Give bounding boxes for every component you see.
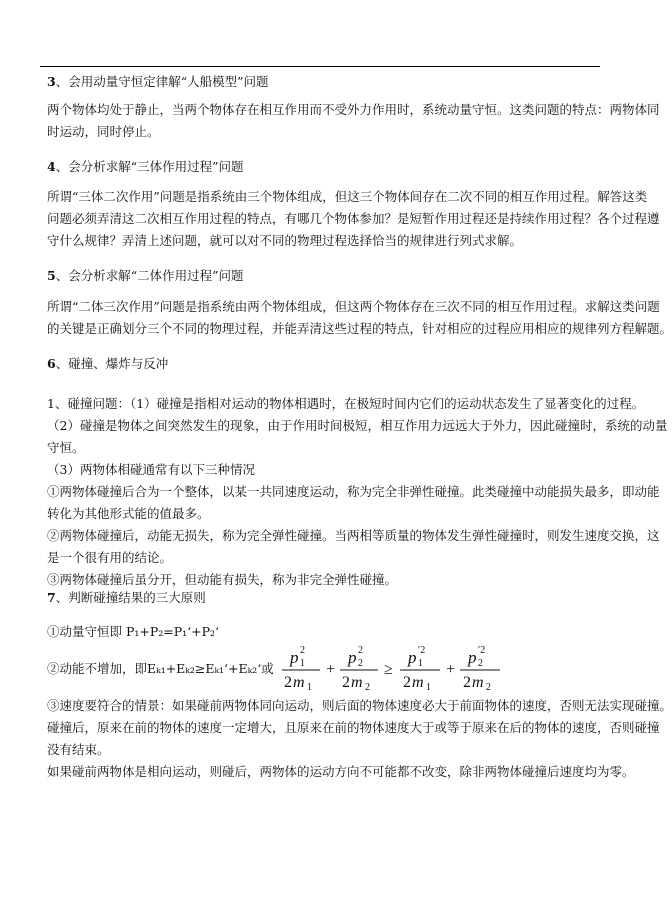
text-line: 时运动，同时停止。 bbox=[47, 124, 160, 139]
svg-text:2: 2 bbox=[341, 674, 350, 691]
svg-text:2: 2 bbox=[477, 658, 483, 669]
svg-text:m: m bbox=[471, 674, 484, 691]
svg-text:2: 2 bbox=[462, 674, 471, 691]
principle-1 bbox=[47, 624, 219, 640]
svg-text:+: + bbox=[325, 661, 335, 678]
svg-text:2: 2 bbox=[402, 674, 411, 691]
section-number: 7 bbox=[47, 590, 56, 605]
svg-text:2: 2 bbox=[485, 682, 491, 693]
text-line: 守什么规律？弄清上述问题，就可以对不同的物理过程选择恰当的规律进行列式求解。 bbox=[47, 233, 523, 248]
text-line: 守恒。 bbox=[47, 440, 85, 455]
svg-text:p: p bbox=[289, 648, 299, 667]
text-line: ①两物体碰撞后合为一个整体，以某一共同速度运动，称为完全非弹性碰撞。此类碰撞中动能损失最多，即动能 bbox=[47, 484, 660, 499]
svg-text:′2: ′2 bbox=[477, 645, 485, 656]
principle-2-prefix: ②动能不增加，即 bbox=[47, 661, 148, 676]
section-3-paragraph bbox=[47, 99, 660, 143]
principle-1-prefix: ①动量守恒即 bbox=[47, 624, 126, 639]
text-line: ②两物体碰撞后，动能无损失，称为完全弹性碰撞。当两相等质量的物体发生弹性碰撞时，则发生速度交换，这 bbox=[47, 528, 660, 543]
svg-text:2: 2 bbox=[364, 682, 370, 693]
svg-text:2: 2 bbox=[299, 645, 305, 656]
svg-text:′2: ′2 bbox=[417, 645, 425, 656]
svg-text:p: p bbox=[467, 648, 477, 667]
section-6-heading bbox=[47, 356, 168, 372]
text-line: 是一个很有用的结论。 bbox=[47, 550, 173, 565]
section-5-heading bbox=[47, 268, 244, 284]
section-3-heading bbox=[47, 74, 269, 90]
svg-text:m: m bbox=[350, 674, 363, 691]
svg-text:m: m bbox=[292, 674, 305, 691]
text-line: （3）两物体相碰通常有以下三种情况 bbox=[47, 462, 255, 477]
text-line: 1、碰撞问题：（1）碰撞是指相对运动的物体相遇时，在极短时间内它们的运动状态发生了显著变化的过程。 bbox=[47, 396, 645, 411]
principle-3 bbox=[47, 695, 672, 783]
text-line: 碰撞后，原来在前的物体的速度一定增大，且原来在前的物体速度大于或等于原来在后的物体的速度，否则碰撞 bbox=[47, 720, 660, 735]
section-title: 、判断碰撞结果的三大原则 bbox=[55, 590, 206, 605]
text-line: 所谓“二体三次作用”问题是指系统由两个物体组成，但这两个物体存在三次不同的相互作用过程。求解这类问题 bbox=[47, 299, 660, 314]
svg-text:1: 1 bbox=[306, 682, 312, 693]
svg-text:+: + bbox=[445, 661, 455, 678]
section-4-heading bbox=[47, 159, 244, 175]
text-line: 所谓“三体二次作用”问题是指系统由三个物体组成，但这三个物体间存在二次不同的相互作用过程。解答这类 bbox=[47, 189, 648, 204]
text-line: ③两物体碰撞后虽分开，但动能有损失，称为非完全弹性碰撞。 bbox=[47, 572, 398, 587]
section-title: 、碰撞、爆炸与反冲 bbox=[55, 356, 169, 371]
svg-text:2: 2 bbox=[357, 658, 363, 669]
kinetic-energy-inequality bbox=[276, 643, 516, 693]
section-title: 、会用动量守恒定律解“人船模型”问题 bbox=[55, 74, 269, 89]
section-number: 6 bbox=[47, 356, 56, 371]
svg-text:m: m bbox=[411, 674, 424, 691]
text-line: 两个物体均处于静止，当两个物体存在相互作用而不受外力作用时，系统动量守恒。这类问题的特点：两物体同 bbox=[47, 102, 660, 117]
svg-text:p: p bbox=[407, 648, 417, 667]
svg-text:≥: ≥ bbox=[383, 661, 393, 678]
text-line: 问题必须弄清这二次相互作用过程的特点，有哪几个物体参加？是短暂作用过程还是持续作用过程？各个过程遵 bbox=[47, 211, 660, 226]
svg-text:1: 1 bbox=[425, 682, 431, 693]
svg-text:2: 2 bbox=[283, 674, 292, 691]
text-line: 没有结束。 bbox=[47, 742, 110, 757]
section-number: 5 bbox=[47, 268, 56, 283]
svg-text:2: 2 bbox=[357, 645, 363, 656]
text-line: 如果碰前两物体是相向运动，则碰后，两物体的运动方向不可能都不改变，除非两物体碰撞后速度均为零。 bbox=[47, 764, 635, 779]
section-6-paragraph bbox=[47, 393, 668, 591]
section-7-heading bbox=[47, 590, 206, 606]
energy-formula: Eₖ₁+Eₖ₂≥Eₖ₁‘+Eₖ₂‘或 bbox=[147, 661, 274, 676]
header-rule bbox=[40, 66, 600, 67]
svg-text:1: 1 bbox=[417, 658, 423, 669]
text-line: 的关键是正确划分三个不同的物理过程，并能弄清这些过程的特点，针对相应的过程应用相应的规律列方程解题。 bbox=[47, 321, 672, 336]
principle-2 bbox=[47, 643, 516, 693]
momentum-formula: P₁+P₂=P₁‘+P₂‘ bbox=[125, 624, 220, 639]
svg-text:1: 1 bbox=[299, 658, 305, 669]
text-line: 转化为其他形式能的值最多。 bbox=[47, 506, 210, 521]
section-4-paragraph bbox=[47, 186, 660, 252]
svg-text:p: p bbox=[347, 648, 357, 667]
text-line: ③速度要符合的情景：如果碰前两物体同向运动，则后面的物体速度必大于前面物体的速度，否则无法实现碰撞。 bbox=[47, 698, 672, 713]
section-title: 、会分析求解“三体作用过程”问题 bbox=[55, 159, 244, 174]
section-5-paragraph bbox=[47, 296, 672, 340]
section-number: 4 bbox=[47, 159, 56, 174]
text-line: （2）碰撞是物体之间突然发生的现象，由于作用时间极短，相互作用力远远大于外力，因此碰撞时，系统的动量 bbox=[47, 418, 668, 433]
section-number: 3 bbox=[47, 74, 56, 89]
section-title: 、会分析求解“二体作用过程”问题 bbox=[55, 268, 244, 283]
